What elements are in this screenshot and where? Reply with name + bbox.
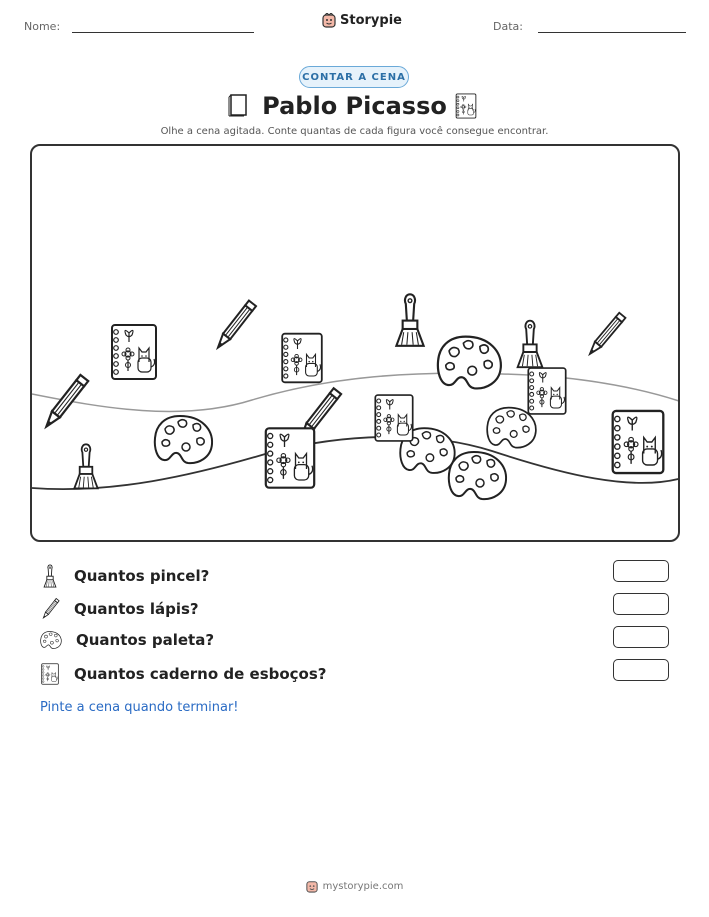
scene-brush [396, 294, 423, 345]
page-title: Pablo Picasso [262, 92, 447, 120]
footer-site[interactable]: mystorypie.com [322, 881, 404, 892]
name-line[interactable] [72, 32, 254, 33]
scene-pencil [42, 375, 88, 430]
date-line[interactable] [538, 32, 686, 33]
pencil-icon [40, 597, 60, 621]
scene-brush [518, 321, 543, 368]
question-palette [40, 630, 214, 650]
answer-box-palette[interactable] [613, 626, 669, 648]
question-text: Quantos pincel? [74, 567, 210, 585]
scene-pencil [214, 301, 256, 351]
scene-palette [449, 452, 506, 499]
closing-note: Pinte a cena quando terminar! [40, 700, 239, 715]
question-text: Quantos paleta? [76, 631, 215, 649]
instructions: Olhe a cena agitada. Conte quantas de cada figura você consegue encontrar. [160, 126, 549, 137]
name-label: Nome: [24, 20, 61, 33]
scene-sketchbook [375, 395, 412, 441]
scene-palette [438, 337, 501, 389]
scene-brush [74, 444, 97, 488]
sketchbook-icon [40, 663, 60, 685]
answer-box-pencil[interactable] [613, 593, 669, 615]
footer [0, 880, 709, 893]
answer-box-paintbrush[interactable] [613, 560, 669, 582]
scene-sketchbook [613, 411, 664, 473]
scene-sketchbook [266, 428, 314, 487]
scene-sketchbook [528, 368, 565, 414]
activity-badge: CONTAR A CENA [299, 66, 409, 88]
scene-sketchbook [282, 334, 322, 383]
question-text: Quantos lápis? [74, 600, 199, 618]
answer-box-sketchbook[interactable] [613, 659, 669, 681]
brand-logo [322, 13, 402, 28]
question-paintbrush [40, 564, 209, 588]
brand-name: Storypie [340, 13, 402, 28]
paintbrush-icon [40, 564, 60, 588]
storypie-logo-icon [306, 880, 318, 893]
scene-sketchbook [112, 325, 156, 379]
counting-scene [30, 144, 680, 542]
scene-pencil [587, 313, 626, 357]
scene-wave-front [32, 437, 680, 489]
sketchbook-icon [455, 93, 477, 119]
date-label: Data: [493, 20, 523, 33]
palette-icon [40, 630, 62, 650]
scene-palette [155, 416, 212, 463]
storypie-logo-icon [322, 13, 336, 28]
question-pencil [40, 597, 199, 621]
question-sketchbook [40, 663, 327, 685]
question-text: Quantos caderno de esboços? [74, 665, 327, 683]
